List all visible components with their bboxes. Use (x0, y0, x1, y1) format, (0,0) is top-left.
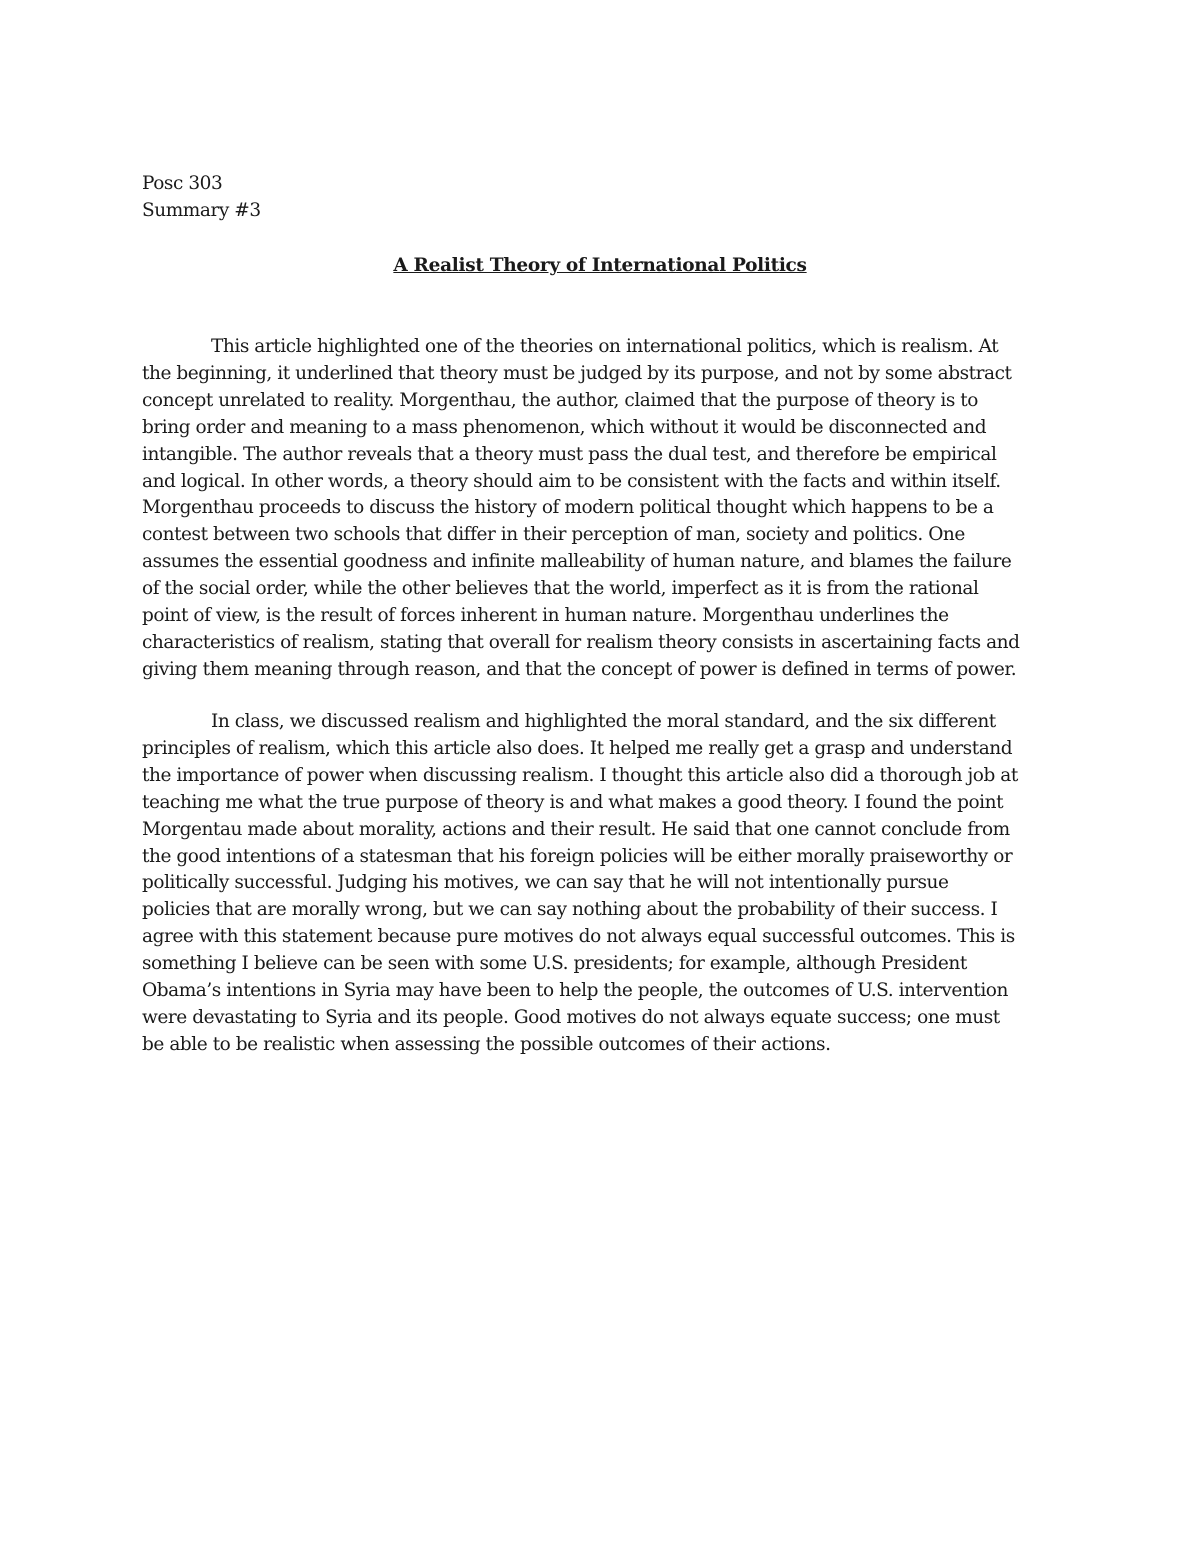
assignment-label: Summary #3 (142, 200, 261, 221)
paragraph-reflection (142, 709, 1072, 1059)
paragraph-line: bring order and meaning to a mass phenomenon, which without it would be disconnected and (142, 416, 987, 438)
paragraph-summary (142, 334, 1072, 684)
document-header (142, 170, 261, 224)
paragraph-line: and logical. In other words, a theory should aim to be consistent with the facts and within itself. (142, 470, 1001, 492)
paragraph-line: Obama’s intentions in Syria may have been to help the people, the outcomes of U.S. intervention (142, 980, 1008, 1002)
paragraph-line: point of view, is the result of forces inherent in human nature. Morgenthau underlines the (142, 605, 949, 627)
paragraph-line: the beginning, it underlined that theory must be judged by its purpose, and not by some abstract (142, 362, 1012, 384)
paragraph-line: In class, we discussed realism and highlighted the moral standard, and the six different (211, 711, 996, 732)
paragraph-line: concept unrelated to reality. Morgenthau, the author, claimed that the purpose of theory is to (142, 389, 978, 411)
paragraph-line: politically successful. Judging his motives, we can say that he will not intentionally pursue (142, 872, 949, 894)
paragraph-line: teaching me what the true purpose of theory is and what makes a good theory. I found the point (142, 791, 1004, 813)
paragraph-line: This article highlighted one of the theories on international politics, which is realism. At (211, 336, 999, 357)
paragraph-line: policies that are morally wrong, but we can say nothing about the probability of their success. I (142, 899, 998, 921)
document-title: A Realist Theory of International Politics (393, 255, 807, 276)
paragraph-line: giving them meaning through reason, and that the concept of power is defined in terms of power. (142, 658, 1017, 680)
paragraph-line: something I believe can be seen with some U.S. presidents; for example, although President (142, 953, 967, 975)
paragraph-line: contest between two schools that differ in their perception of man, society and politics. One (142, 524, 965, 546)
paragraph-line: of the social order, while the other believes that the world, imperfect as it is from the rational (142, 578, 979, 600)
paragraph-line: the importance of power when discussing realism. I thought this article also did a thorough job at (142, 764, 1018, 786)
paragraph-line: be able to be realistic when assessing the possible outcomes of their actions. (142, 1033, 831, 1055)
paragraph-line: agree with this statement because pure motives do not always equal successful outcomes. This is (142, 926, 1015, 948)
course-label: Posc 303 (142, 173, 223, 194)
paragraph-line: characteristics of realism, stating that overall for realism theory consists in ascertaining facts and (142, 631, 1020, 653)
paragraph-line: were devastating to Syria and its people. Good motives do not always equate success; one must (142, 1006, 1000, 1028)
paragraph-line: the good intentions of a statesman that his foreign policies will be either morally praiseworthy or (142, 845, 1013, 867)
paragraph-line: Morgentau made about morality, actions and their result. He said that one cannot conclude from (142, 818, 1010, 840)
paragraph-line: assumes the essential goodness and infinite malleability of human nature, and blames the failure (142, 551, 1012, 573)
paragraph-line: Morgenthau proceeds to discuss the history of modern political thought which happens to be a (142, 497, 994, 519)
paragraph-line: principles of realism, which this article also does. It helped me really get a grasp and understand (142, 737, 1013, 759)
paragraph-line: intangible. The author reveals that a theory must pass the dual test, and therefore be empirical (142, 443, 997, 465)
